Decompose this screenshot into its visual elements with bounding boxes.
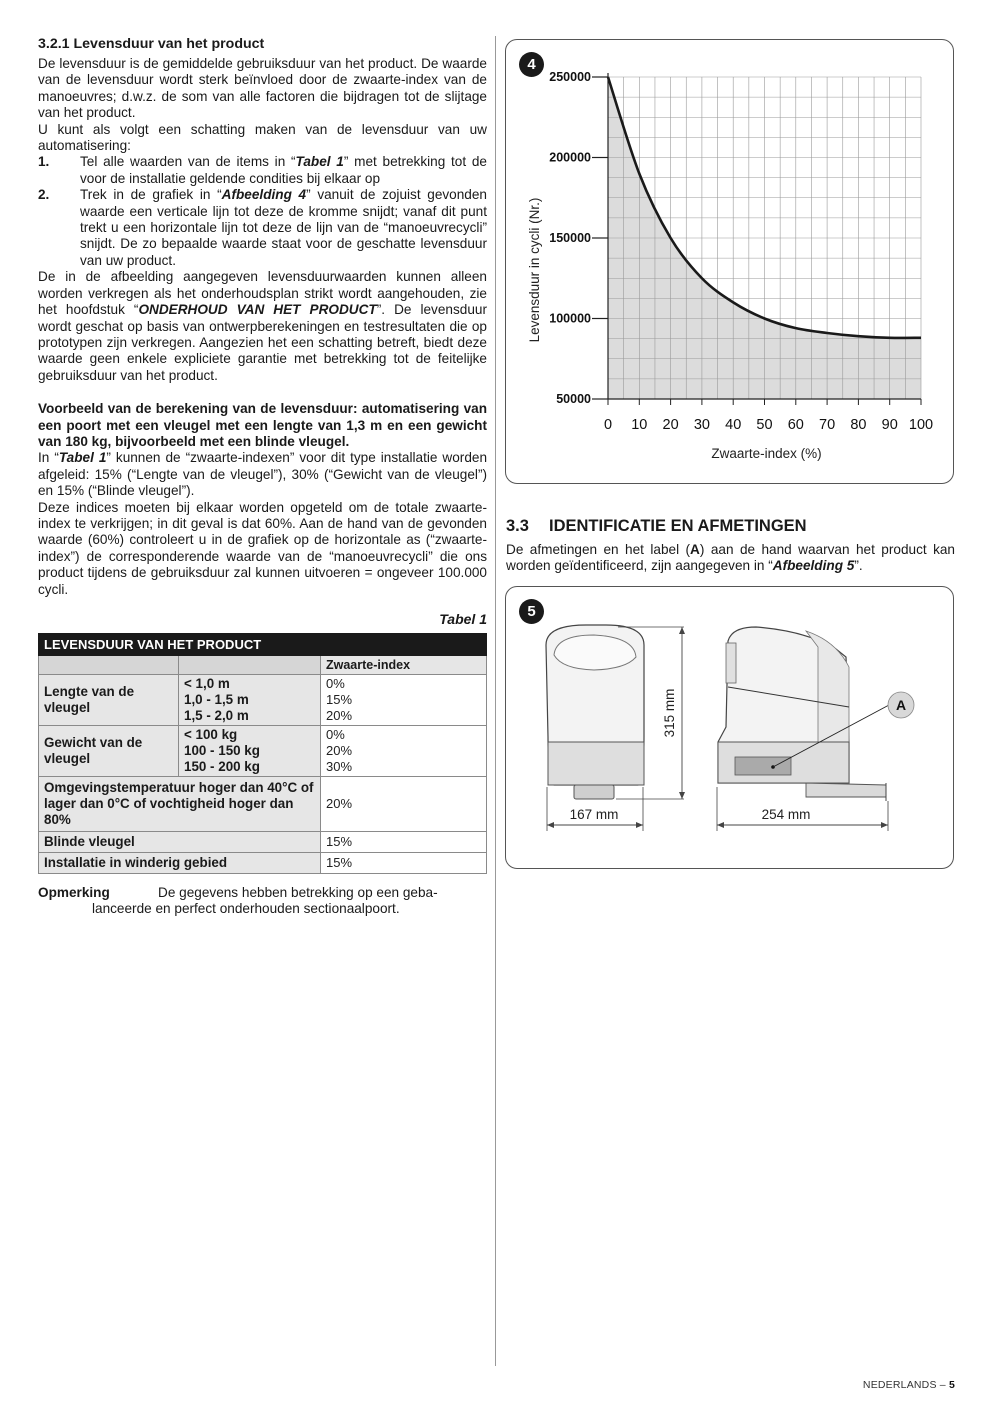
section-3-3 <box>506 517 955 575</box>
height-dimension: 315 mm <box>662 688 677 738</box>
x-tick-label: 100 <box>908 417 934 433</box>
y-axis-label: Levensduur in cycli (Nr.) <box>527 197 542 343</box>
figure-reference: Afbeelding 4 <box>221 187 307 203</box>
column-header: Zwaarte-index <box>321 656 487 675</box>
table-row: Blinde vleugel 15% <box>39 832 487 853</box>
table-row: Lengte van de vleugel < 1,0 m 1,0 - 1,5 m 1,5 - 2,0 m 0% 15% 20% <box>39 675 487 726</box>
table-row: Gewicht van de vleugel < 100 kg 100 - 150 kg 150 - 200 kg 0% 20% 30% <box>39 726 487 777</box>
x-tick-label: 50 <box>756 417 773 433</box>
paragraph-example: In “Tabel 1” kunnen de “zwaarte-indexen” voor dit type installatie worden afgeleid: 15% (“Lengte van de vleugel”), 30% (“Gewicht van de vleugel”) en 15% (“Blinde vleugel”). <box>38 450 487 499</box>
motor-front-view <box>546 625 685 831</box>
table-reference: Tabel 1 <box>58 450 107 466</box>
table-row: Installatie in winderig gebied 15% <box>39 853 487 874</box>
figure-badge: 4 <box>519 52 544 77</box>
x-tick-label: 40 <box>725 417 742 433</box>
label-marker: A <box>895 697 907 713</box>
lifetime-chart <box>506 40 955 485</box>
motor-side-view <box>717 627 914 831</box>
figure-4 <box>505 39 954 484</box>
x-tick-label: 80 <box>850 417 867 433</box>
page-number: 5 <box>948 1379 955 1391</box>
x-axis-label: Zwaarte-index (%) <box>711 446 822 461</box>
table-row: Omgevingstemperatuur hoger dan 40°C of lager dan 0°C of vochtigheid hoger dan 80% 20% <box>39 777 487 832</box>
paragraph-sum: Deze indices moeten bij elkaar worden opgeteld om de totale zwaarte-index te verkrijgen; in dit geval is dat 60%. Aan de hand van de gevonden waarde (60%) controleert u in de grafiek op de horizontale as (“zwaarte-index”) de corresponderende waarde van de “manoeuvrecycli” die ons product tijdens de gebruiksduur zal kunnen uitvoeren = ongeveer 100.000 cycli. <box>38 499 487 597</box>
list-item: 2. Trek in de grafiek in “Afbeelding 4” vanuit de zojuist gevonden waarde een verticale lijn tot deze de kromme snijdt; vanaf dit punt trekt u een horizontale lijn tot deze de lijn van de “manoeuvrecycli” snijdt. De zo bepaalde waarde staat voor de geschatte levensduur van uw product. <box>38 187 487 268</box>
lifetime-table <box>38 633 487 874</box>
list-item: 1. Tel alle waarden van de items in “Tabel 1” met betrekking tot de voor de installatie geldende condities bij elkaar op <box>38 154 487 186</box>
note <box>38 885 487 901</box>
table-caption: Tabel 1 <box>439 611 487 627</box>
x-tick-label: 60 <box>787 417 804 433</box>
paragraph-estimate: U kunt als volgt een schatting maken van de levensduur van uw automatisering: <box>38 121 487 154</box>
depth-dimension: 254 mm <box>761 807 811 822</box>
paragraph-maintenance: De in de afbeelding aangegeven levensduurwaarden kunnen alleen worden verkregen als het onderhoudsplan strikt wordt aangehouden, zie het hoofdstuk “ONDERHOUD VAN HET PRODUCT”. De levensduur wordt geschat op basis van ontwerpberekeningen en testresultaten die op prototypen zijn verkregen. Aangezien het een schatting betreft, biedt deze waarde geen enkele expliciete garantie met betrekking tot de feitelijke gebruiksduur van het product. <box>38 269 487 383</box>
x-tick-label: 30 <box>693 417 710 433</box>
y-tick-label: 200000 <box>549 150 591 165</box>
left-column <box>38 36 487 918</box>
x-tick-label: 70 <box>819 417 836 433</box>
steps-list <box>38 154 487 269</box>
example-title: Voorbeeld van de berekening van de levensduur: automatisering van een poort met een vleugel met een lengte van 1,3 m en een gewicht van 180 kg, bijvoorbeeld met een blinde vleugel. <box>38 401 487 449</box>
note-text: lanceerde en perfect onderhouden sectionaalpoort. <box>92 901 400 917</box>
table-title: LEVENSDUUR VAN HET PRODUCT <box>39 634 487 656</box>
x-tick-label: 90 <box>881 417 898 433</box>
y-tick-label: 50000 <box>556 392 591 406</box>
table-reference: Tabel 1 <box>295 154 344 170</box>
section-text: De afmetingen en het label (A) aan de hand waarvan het product kan worden geïdentificeerd, zijn aangegeven in “Afbeelding 5”. <box>506 542 955 574</box>
figure-reference: Afbeelding 5 <box>772 558 855 574</box>
figure-5 <box>505 586 954 869</box>
width-dimension: 167 mm <box>569 807 619 822</box>
page-footer: NEDERLANDS – 5 <box>862 1379 955 1391</box>
dimensions-drawing <box>506 587 955 870</box>
x-tick-label: 10 <box>631 417 648 433</box>
column-divider <box>495 36 496 1366</box>
y-tick-label: 150000 <box>549 231 591 245</box>
x-tick-label: 0 <box>603 417 613 433</box>
y-tick-label: 250000 <box>549 70 591 84</box>
note-label: Opmerking <box>38 885 110 900</box>
y-tick-label: 100000 <box>549 311 591 326</box>
section-heading: 3.3 IDENTIFICATIE EN AFMETINGEN <box>506 517 807 535</box>
section-title: 3.2.1 Levensduur van het product <box>38 36 265 52</box>
figure-badge: 5 <box>519 599 544 624</box>
chapter-reference: ONDERHOUD VAN HET PRODUCT <box>138 302 377 318</box>
x-tick-label: 20 <box>662 417 679 433</box>
paragraph-intro: De levensduur is de gemiddelde gebruiksduur van het product. De waarde van de levensduur wordt sterk beïnvloed door de zwaarte-index van de manoeuvres; d.w.z. de som van alle factoren die bijdragen tot de slijtage van het product. <box>38 56 487 121</box>
note-text: De gegevens hebben betrekking op een geba- <box>158 885 438 900</box>
